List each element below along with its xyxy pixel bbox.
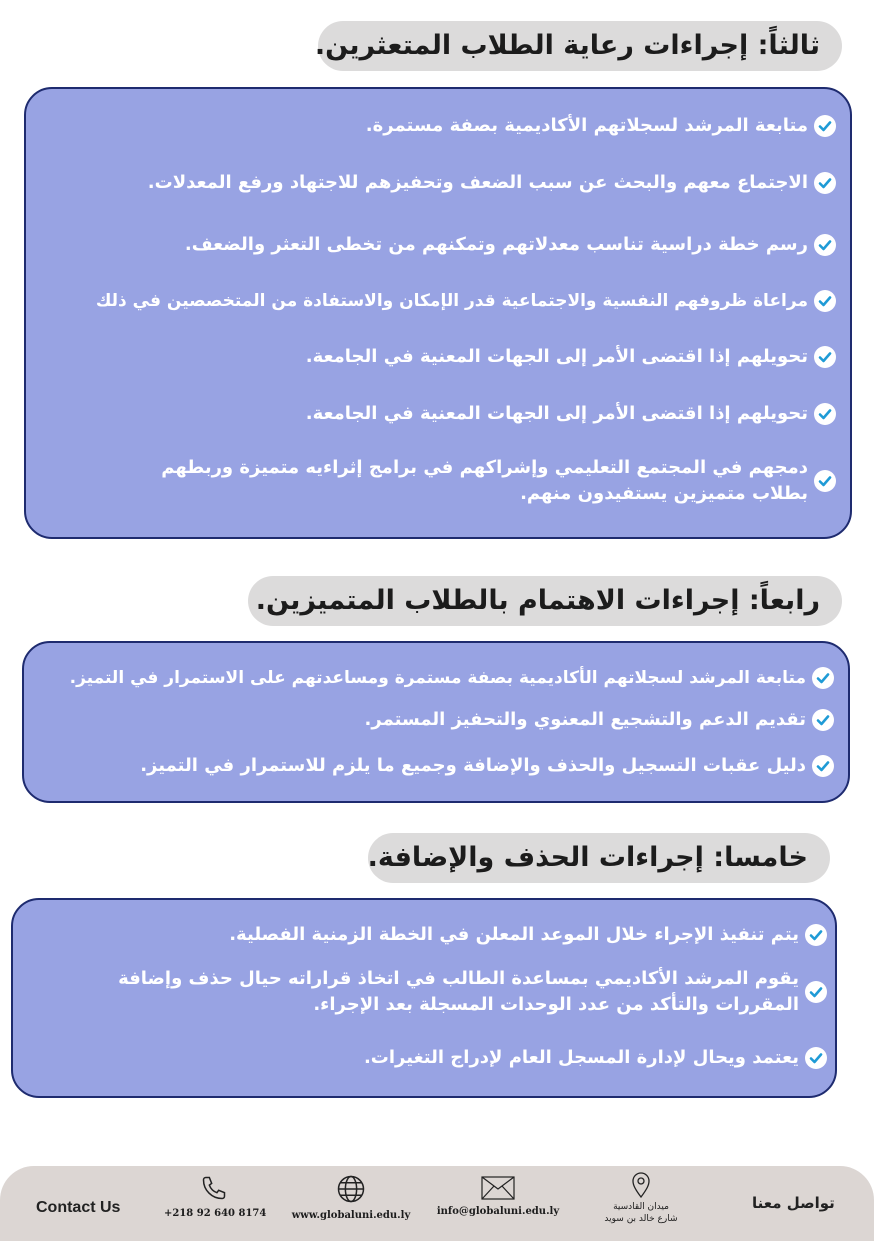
list-item: يتم تنفيذ الإجراء خلال الموعد المعلن في الخطة الزمنية الفصلية.	[23, 922, 827, 948]
check-icon	[805, 981, 827, 1003]
list-item: الاجتماع معهم والبحث عن سبب الضعف وتحفيزهم للاجتهاد ورفع المعدلات.	[36, 170, 836, 196]
check-icon	[812, 755, 834, 777]
list-item: تحويلهم إذا اقتضى الأمر إلى الجهات المعنية في الجامعة.	[36, 344, 836, 370]
section-4-title: رابعاً: إجراءات الاهتمام بالطلاب المتميزين.	[248, 576, 842, 626]
location-pin-icon	[630, 1172, 652, 1198]
section-3-box	[24, 87, 852, 539]
section-5-box	[11, 898, 837, 1098]
list-item: يقوم المرشد الأكاديمي بمساعدة الطالب في اتخاذ قراراته حيال حذف وإضافة المقررات والتأكد من عدد الوحدات المسجلة بعد الإجراء.	[37, 966, 827, 1018]
check-icon	[814, 290, 836, 312]
phone-icon	[200, 1174, 228, 1202]
globe-icon	[336, 1174, 366, 1204]
check-icon	[812, 709, 834, 731]
address-contact	[596, 1172, 686, 1225]
list-item: دليل عقبات التسجيل والحذف والإضافة وجميع ما يلزم للاستمرار في التميز.	[34, 753, 834, 779]
address-line-2: شارع خالد بن سويد	[604, 1214, 678, 1224]
check-icon	[814, 234, 836, 256]
website-contact[interactable]	[290, 1174, 412, 1221]
check-icon	[805, 924, 827, 946]
list-item: متابعة المرشد لسجلاتهم الأكاديمية بصفة مستمرة ومساعدتهم على الاستمرار في التميز.	[28, 665, 834, 691]
list-item: يعتمد ويحال لإدارة المسجل العام لإدراج التغيرات.	[23, 1045, 827, 1071]
footer	[0, 1166, 874, 1241]
section-5-title: خامسا: إجراءات الحذف والإضافة.	[368, 833, 830, 883]
contact-us-arabic-label: تواصل معنا	[752, 1194, 835, 1212]
email-contact[interactable]	[436, 1176, 560, 1217]
list-item: مراعاة ظروفهم النفسية والاجتماعية قدر الإمكان والاستفادة من المتخصصين في ذلك	[36, 288, 836, 314]
check-icon	[814, 115, 836, 137]
list-item: تقديم الدعم والتشجيع المعنوي والتحفيز المستمر.	[34, 707, 834, 733]
list-item: تحويلهم إذا اقتضى الأمر إلى الجهات المعنية في الجامعة.	[36, 401, 836, 427]
list-item: دمجهم في المجتمع التعليمي وإشراكهم في برامج إثراءيه متميزة وربطهم بطلاب متميزين يستفيدون منهم.	[106, 455, 836, 507]
check-icon	[814, 470, 836, 492]
phone-contact[interactable]	[164, 1174, 267, 1219]
mail-icon	[481, 1176, 515, 1200]
check-icon	[812, 667, 834, 689]
check-icon	[814, 403, 836, 425]
contact-us-label: Contact Us	[36, 1199, 121, 1216]
section-4-box	[22, 641, 850, 803]
email-address: info@globaluni.edu.ly	[436, 1206, 560, 1217]
list-item: رسم خطة دراسية تناسب معدلاتهم وتمكنهم من تخطى التعثر والضعف.	[36, 232, 836, 258]
address-line-1: ميدان القادسية	[613, 1202, 669, 1212]
check-icon	[814, 172, 836, 194]
list-item: متابعة المرشد لسجلاتهم الأكاديمية بصفة مستمرة.	[36, 113, 836, 139]
check-icon	[805, 1047, 827, 1069]
check-icon	[814, 346, 836, 368]
section-3-title: ثالثاً: إجراءات رعاية الطلاب المتعثرين.	[318, 21, 842, 71]
phone-number: +218 92 640 8174	[164, 1208, 267, 1219]
website-url: www.globaluni.edu.ly	[291, 1210, 411, 1221]
